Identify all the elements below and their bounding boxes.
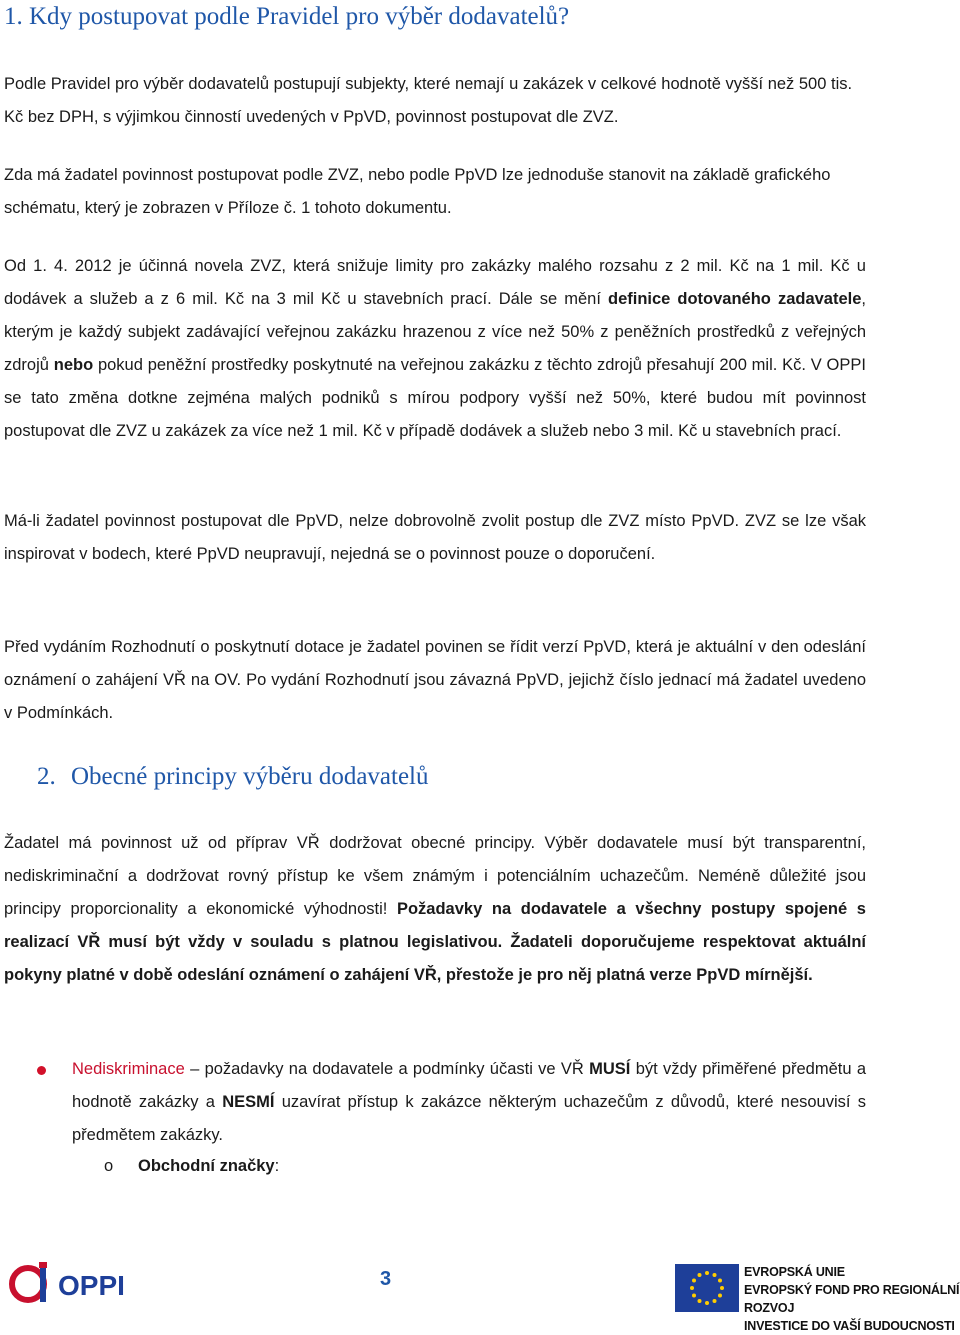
sub-bullet-item	[138, 1150, 279, 1183]
eu-star	[718, 1294, 722, 1298]
bold-nesmi: NESMÍ	[222, 1093, 275, 1111]
sub-bullet-label: Obchodní značky	[138, 1157, 275, 1175]
eu-star	[692, 1294, 696, 1298]
eu-star	[698, 1273, 702, 1277]
bold-term-nebo: nebo	[53, 356, 94, 374]
eu-star	[692, 1279, 696, 1283]
eu-star	[713, 1273, 717, 1277]
text-run: Žadatel má povinnost už od příprav VŘ dodržovat obecné principy. Výběr dodavatele musí být transparentní, nediskriminační a dodržovat rovný přístup ke všem známým i potenciálním uchazečům. Neméně důležité jsou principy proporcionality a ekonomické výhodnosti!	[4, 834, 866, 918]
oppi-logo	[8, 1260, 158, 1308]
bold-term-definition: definice dotovaného zadavatele	[607, 290, 862, 308]
eu-stars-icon	[675, 1264, 739, 1312]
eu-line-3: INVESTICE DO VAŠÍ BUDOUCNOSTI	[744, 1319, 955, 1333]
text-run: – požadavky na dodavatele a podmínky účasti ve VŘ	[184, 1060, 590, 1078]
bold-musi: MUSÍ	[589, 1060, 631, 1078]
sub-bullet-marker: o	[104, 1157, 114, 1175]
section-1-title: 1. Kdy postupovat podle Pravidel pro výběr dodavatelů?	[4, 3, 570, 30]
eu-line-1: EVROPSKÁ UNIE	[744, 1265, 845, 1279]
sub-bullet-suffix: :	[274, 1157, 280, 1175]
section-2-paragraph-1	[4, 827, 866, 992]
section-1-paragraph-3	[4, 250, 866, 448]
text-run: Od 1. 4. 2012 je účinná novela ZVZ, která snižuje limity pro zakázky malého rozsahu z 2 mil. Kč na 1 mil. Kč u dodávek a služeb a z 6 mil. Kč na 3 mil Kč u stavebních prací. Dále se mění	[4, 257, 866, 308]
bullet-nediskriminace	[72, 1053, 866, 1152]
section-1-paragraph-1: Podle Pravidel pro výběr dodavatelů postupují subjekty, které nemají u zakázek v celkové hodnotě vyšší než 500 tis. Kč bez DPH, s výjimkou činností uvedených v PpVD, povinnost postupovat dle ZVZ.	[4, 75, 853, 126]
section-1-paragraph-4: Má-li žadatel povinnost postupovat dle PpVD, nelze dobrovolně zvolit postup dle ZVZ místo PpVD. ZVZ se lze však inspirovat v bodech, které PpVD neupravují, nejedná se o povinnost pouze o doporučení.	[4, 512, 866, 563]
section-2-title	[37, 762, 429, 792]
eu-star	[705, 1271, 709, 1275]
page-number: 3	[380, 1268, 392, 1290]
oppi-logo-icon	[8, 1260, 158, 1308]
eu-star	[718, 1279, 722, 1283]
oppi-logo-text: OPPI	[58, 1270, 125, 1301]
eu-line-2: EVROPSKÝ FOND PRO REGIONÁLNÍ ROZVOJ	[744, 1283, 960, 1315]
text-run: uzavírat přístup k zakázce některým uchazečům z důvodů, které nesouvisí s předmětem zakázky.	[72, 1093, 866, 1144]
eu-star	[713, 1299, 717, 1303]
text-run: pokud peněžní prostředky poskytnuté na veřejnou zakázku z těchto zdrojů přesahují 200 mil. Kč. V OPPI se tato změna dotkne zejména malých podniků s mírou podpory vyšší než 50%, které budou mít povinnost postupovat dle ZVZ u zakázek za více než 1 mil. Kč v případě dodávek a služeb nebo 3 mil. Kč u stavebních prací.	[4, 356, 866, 440]
text-run: , kterým je každý subjekt zadávající veřejnou zakázku hrazenou z více než 50% z peněžních prostředků z veřejných zdrojů	[4, 290, 867, 374]
eu-star	[690, 1286, 694, 1290]
eu-star	[705, 1301, 709, 1305]
eu-star	[698, 1299, 702, 1303]
text-run: být vždy přiměřené předmětu a hodnotě zakázky a	[72, 1060, 867, 1111]
eu-flag-icon	[675, 1264, 739, 1312]
section-2-number: 2.	[37, 763, 56, 790]
bullet-dot-icon	[37, 1066, 46, 1075]
section-1-paragraph-5: Před vydáním Rozhodnutí o poskytnutí dotace je žadatel povinen se řídit verzí PpVD, která je aktuální v den odeslání oznámení o zahájení VŘ na OV. Po vydání Rozhodnutí jsou závazná PpVD, jejichž číslo jednací má žadatel uvedeno v Podmínkách.	[4, 638, 866, 722]
section-2-title-text: Obecné principy výběru dodavatelů	[71, 763, 429, 790]
bullet-term: Nediskriminace	[72, 1060, 185, 1078]
section-1-paragraph-2: Zda má žadatel povinnost postupovat podle ZVZ, nebo podle PpVD lze jednoduše stanovit na základě grafického schématu, který je zobrazen v Příloze č. 1 tohoto dokumentu.	[4, 166, 831, 217]
eu-star	[720, 1286, 724, 1290]
eu-funding-label	[744, 1263, 960, 1335]
bold-requirements: Požadavky na dodavatele a všechny postupy spojené s realizací VŘ musí být vždy v souladu s platnou legislativou. Žadateli doporučujeme respektovat aktuální pokyny platné v době odeslání oznámení o zahájení VŘ, přestože je pro něj platná verze PpVD mírnější.	[4, 900, 866, 984]
